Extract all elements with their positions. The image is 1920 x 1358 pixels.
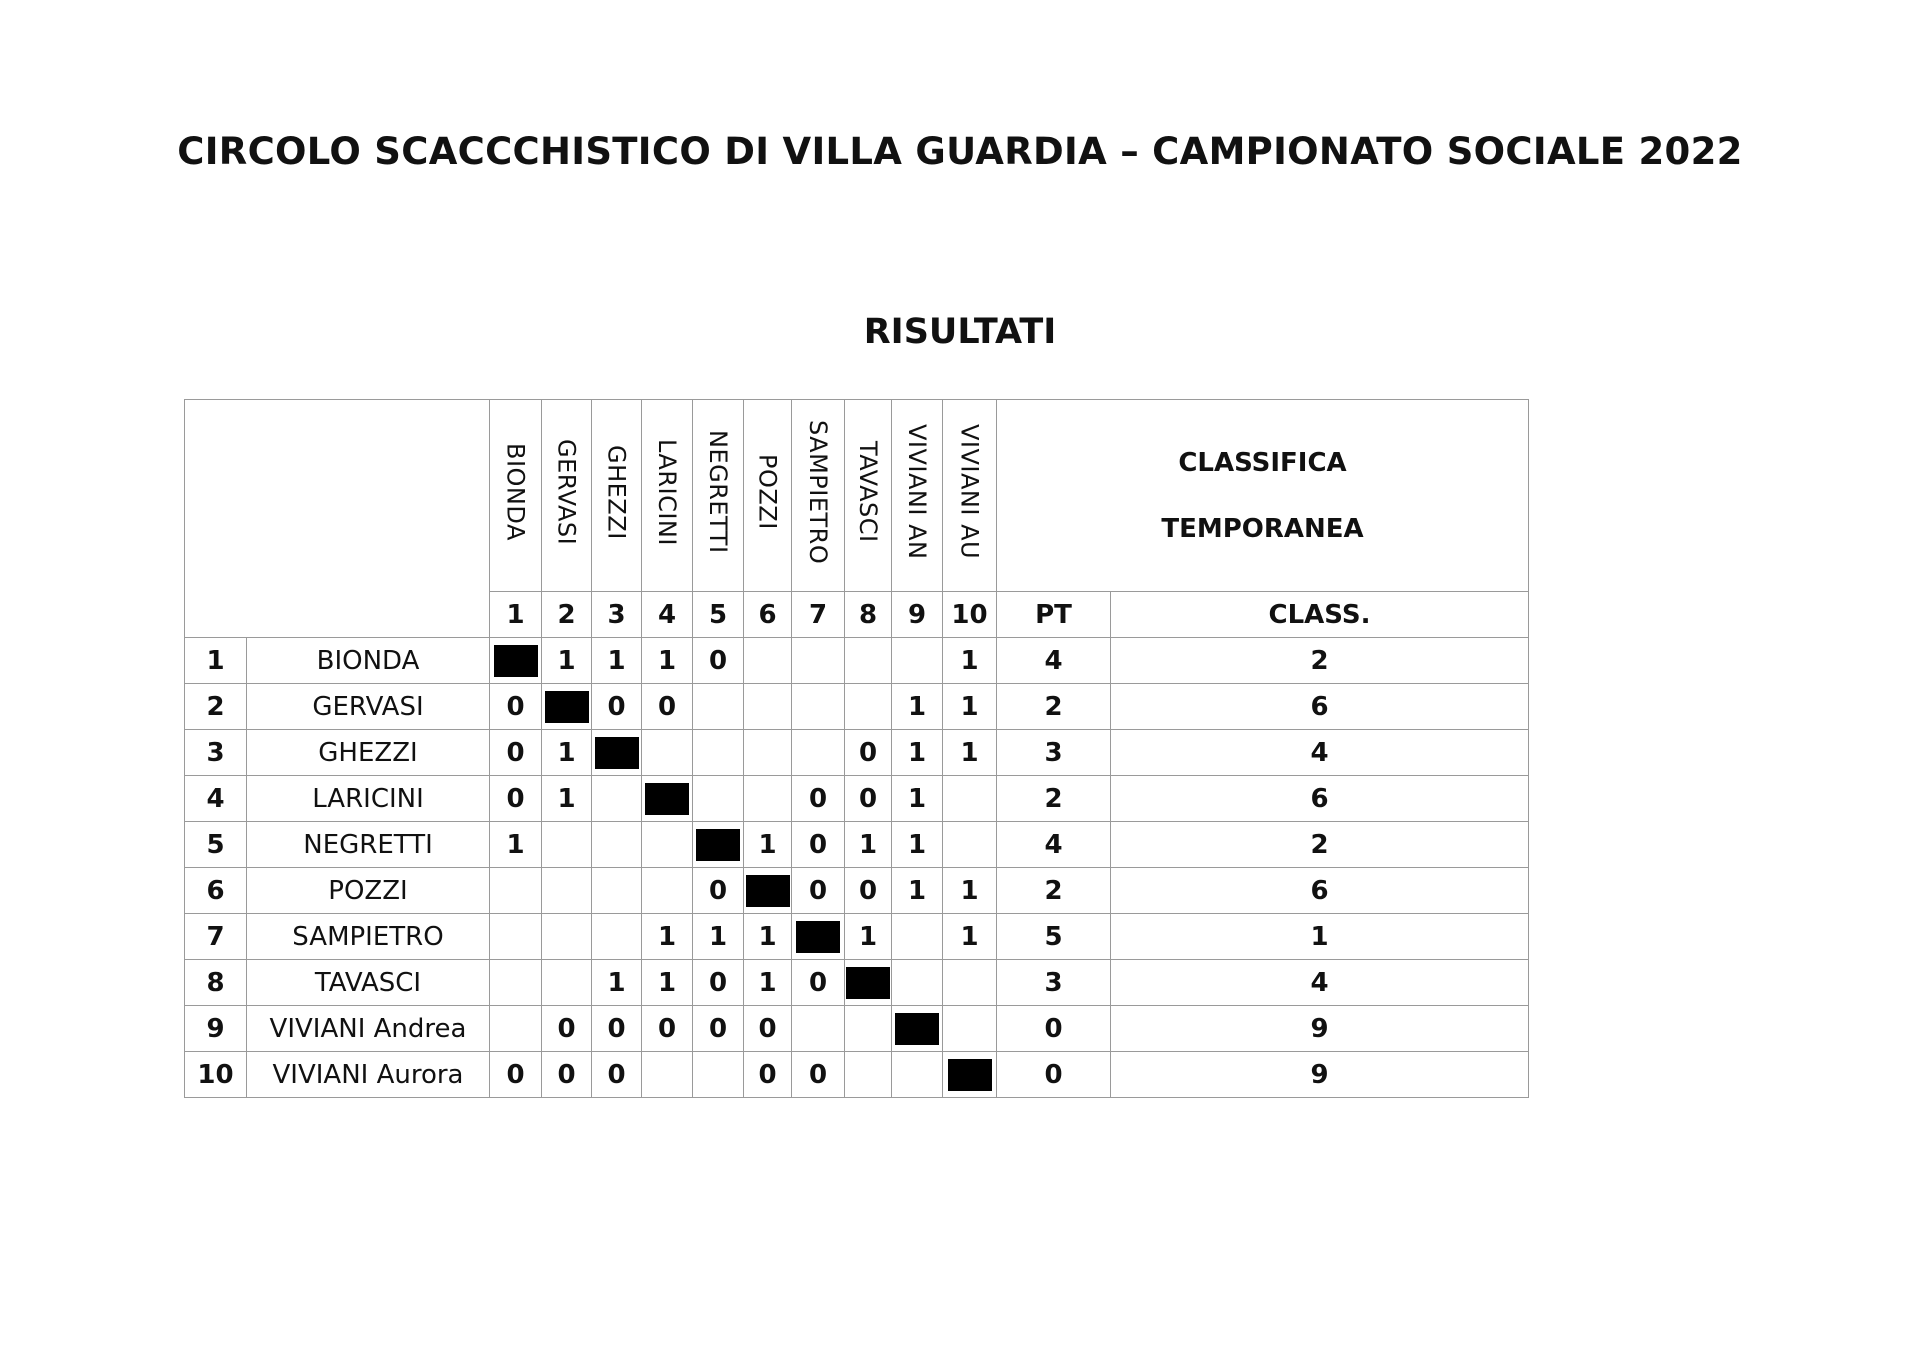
result-cell bbox=[845, 684, 892, 730]
col-number: 8 bbox=[845, 592, 892, 638]
result-cell bbox=[592, 868, 642, 914]
blocked-cell-marker bbox=[696, 829, 740, 861]
table-row bbox=[185, 822, 1529, 868]
result-cell bbox=[592, 822, 642, 868]
result-cell: 0 bbox=[792, 1052, 845, 1098]
result-cell bbox=[542, 960, 592, 1006]
result-cell: 1 bbox=[490, 822, 542, 868]
table-row bbox=[185, 914, 1529, 960]
result-cell: 1 bbox=[943, 684, 997, 730]
col-head-7 bbox=[792, 400, 845, 592]
result-cell: 1 bbox=[744, 822, 792, 868]
result-cell: 1 bbox=[642, 914, 693, 960]
classifica-line-2: TEMPORANEA bbox=[1161, 513, 1364, 544]
result-cell: 1 bbox=[892, 730, 943, 776]
blocked-cell-marker bbox=[595, 737, 639, 769]
player-name: TAVASCI bbox=[247, 960, 490, 1006]
result-cell: 1 bbox=[542, 638, 592, 684]
player-number: 10 bbox=[185, 1052, 247, 1098]
rank-cell: 4 bbox=[1111, 730, 1529, 776]
col-name: VIVIANI AN bbox=[903, 424, 931, 560]
result-cell: 0 bbox=[744, 1006, 792, 1052]
col-head-1 bbox=[490, 400, 542, 592]
result-cell: 0 bbox=[542, 1006, 592, 1052]
player-number: 4 bbox=[185, 776, 247, 822]
result-cell: 1 bbox=[892, 868, 943, 914]
result-cell: 1 bbox=[592, 960, 642, 1006]
blocked-cell-marker bbox=[746, 875, 790, 907]
col-number: 4 bbox=[642, 592, 693, 638]
col-head-9 bbox=[892, 400, 943, 592]
col-head-6 bbox=[744, 400, 792, 592]
player-name: POZZI bbox=[247, 868, 490, 914]
result-cell bbox=[845, 638, 892, 684]
self-cell bbox=[744, 868, 792, 914]
player-name: VIVIANI Andrea bbox=[247, 1006, 490, 1052]
result-cell bbox=[693, 776, 744, 822]
result-cell: 1 bbox=[943, 730, 997, 776]
points-cell: 4 bbox=[997, 822, 1111, 868]
result-cell bbox=[792, 684, 845, 730]
table-row bbox=[185, 868, 1529, 914]
player-number: 7 bbox=[185, 914, 247, 960]
player-number: 6 bbox=[185, 868, 247, 914]
result-cell bbox=[542, 868, 592, 914]
blocked-cell-marker bbox=[948, 1059, 992, 1091]
col-number: 9 bbox=[892, 592, 943, 638]
result-cell: 1 bbox=[892, 684, 943, 730]
player-name: GHEZZI bbox=[247, 730, 490, 776]
result-cell bbox=[943, 1006, 997, 1052]
result-cell: 0 bbox=[490, 1052, 542, 1098]
header-row-names bbox=[185, 400, 1529, 592]
result-cell bbox=[943, 822, 997, 868]
result-cell bbox=[792, 1006, 845, 1052]
result-cell: 0 bbox=[592, 1052, 642, 1098]
result-cell: 0 bbox=[592, 684, 642, 730]
col-number: 3 bbox=[592, 592, 642, 638]
player-rows bbox=[185, 638, 1529, 1098]
self-cell bbox=[542, 684, 592, 730]
result-cell bbox=[744, 684, 792, 730]
result-cell bbox=[744, 776, 792, 822]
result-cell bbox=[693, 1052, 744, 1098]
player-number: 1 bbox=[185, 638, 247, 684]
result-cell: 0 bbox=[744, 1052, 792, 1098]
result-cell: 0 bbox=[592, 1006, 642, 1052]
result-cell: 0 bbox=[693, 638, 744, 684]
rank-cell: 2 bbox=[1111, 638, 1529, 684]
result-cell bbox=[892, 960, 943, 1006]
rank-cell: 2 bbox=[1111, 822, 1529, 868]
points-cell: 3 bbox=[997, 730, 1111, 776]
result-cell bbox=[490, 960, 542, 1006]
result-cell: 1 bbox=[592, 638, 642, 684]
player-number: 9 bbox=[185, 1006, 247, 1052]
self-cell bbox=[845, 960, 892, 1006]
col-head-2 bbox=[542, 400, 592, 592]
rank-cell: 4 bbox=[1111, 960, 1529, 1006]
table-row bbox=[185, 730, 1529, 776]
col-name: TAVASCI bbox=[854, 441, 882, 543]
classifica-line-1: CLASSIFICA bbox=[1178, 447, 1347, 478]
result-cell: 0 bbox=[693, 1006, 744, 1052]
result-cell: 0 bbox=[693, 960, 744, 1006]
result-cell: 0 bbox=[642, 684, 693, 730]
blocked-cell-marker bbox=[545, 691, 589, 723]
table-row bbox=[185, 776, 1529, 822]
result-cell: 0 bbox=[792, 868, 845, 914]
rank-cell: 9 bbox=[1111, 1052, 1529, 1098]
col-number: 6 bbox=[744, 592, 792, 638]
result-cell: 0 bbox=[490, 730, 542, 776]
results-table bbox=[184, 399, 1529, 1098]
col-head-5 bbox=[693, 400, 744, 592]
col-name: SAMPIETRO bbox=[804, 419, 832, 565]
points-cell: 2 bbox=[997, 776, 1111, 822]
col-number: 5 bbox=[693, 592, 744, 638]
col-name: VIVIANI AU bbox=[955, 424, 984, 560]
player-number: 8 bbox=[185, 960, 247, 1006]
result-cell: 1 bbox=[845, 822, 892, 868]
result-cell bbox=[943, 960, 997, 1006]
class-header: CLASS. bbox=[1111, 592, 1529, 638]
result-cell: 0 bbox=[845, 776, 892, 822]
pt-header: PT bbox=[997, 592, 1111, 638]
result-cell: 1 bbox=[943, 868, 997, 914]
result-cell bbox=[845, 1052, 892, 1098]
player-name: BIONDA bbox=[247, 638, 490, 684]
result-cell: 0 bbox=[792, 776, 845, 822]
result-cell: 1 bbox=[744, 960, 792, 1006]
self-cell bbox=[693, 822, 744, 868]
rank-cell: 9 bbox=[1111, 1006, 1529, 1052]
result-cell: 0 bbox=[642, 1006, 693, 1052]
rank-cell: 6 bbox=[1111, 868, 1529, 914]
col-name: POZZI bbox=[753, 454, 782, 530]
section-title: RISULTATI bbox=[863, 312, 1057, 352]
result-cell bbox=[792, 638, 845, 684]
result-cell: 0 bbox=[693, 868, 744, 914]
result-cell: 0 bbox=[845, 730, 892, 776]
result-cell: 0 bbox=[845, 868, 892, 914]
points-cell: 0 bbox=[997, 1006, 1111, 1052]
result-cell bbox=[943, 776, 997, 822]
result-cell bbox=[693, 730, 744, 776]
blocked-cell-marker bbox=[796, 921, 840, 953]
result-cell bbox=[490, 914, 542, 960]
result-cell bbox=[490, 868, 542, 914]
blocked-cell-marker bbox=[494, 645, 538, 677]
table-row bbox=[185, 960, 1529, 1006]
corner-cell bbox=[185, 400, 490, 638]
result-cell bbox=[542, 822, 592, 868]
result-cell bbox=[892, 1052, 943, 1098]
table-row bbox=[185, 1052, 1529, 1098]
blocked-cell-marker bbox=[895, 1013, 939, 1045]
self-cell bbox=[642, 776, 693, 822]
result-cell: 0 bbox=[542, 1052, 592, 1098]
col-number: 7 bbox=[792, 592, 845, 638]
points-cell: 2 bbox=[997, 684, 1111, 730]
col-number: 10 bbox=[943, 592, 997, 638]
player-number: 2 bbox=[185, 684, 247, 730]
col-head-8 bbox=[845, 400, 892, 592]
result-cell bbox=[642, 868, 693, 914]
result-cell: 0 bbox=[490, 776, 542, 822]
points-cell: 3 bbox=[997, 960, 1111, 1006]
player-number: 3 bbox=[185, 730, 247, 776]
points-cell: 2 bbox=[997, 868, 1111, 914]
player-name: NEGRETTI bbox=[247, 822, 490, 868]
self-cell bbox=[792, 914, 845, 960]
col-head-10 bbox=[943, 400, 997, 592]
col-name: GHEZZI bbox=[602, 444, 631, 540]
result-cell bbox=[744, 730, 792, 776]
result-cell bbox=[892, 914, 943, 960]
result-cell: 1 bbox=[693, 914, 744, 960]
col-name: LARICINI bbox=[653, 438, 681, 546]
classifica-header bbox=[997, 400, 1529, 592]
result-cell bbox=[592, 914, 642, 960]
result-cell bbox=[744, 638, 792, 684]
result-cell: 0 bbox=[792, 822, 845, 868]
result-cell bbox=[642, 822, 693, 868]
col-head-4 bbox=[642, 400, 693, 592]
col-number: 1 bbox=[490, 592, 542, 638]
table-row bbox=[185, 638, 1529, 684]
player-name: LARICINI bbox=[247, 776, 490, 822]
player-name: GERVASI bbox=[247, 684, 490, 730]
result-cell bbox=[490, 1006, 542, 1052]
self-cell bbox=[592, 730, 642, 776]
rank-cell: 6 bbox=[1111, 684, 1529, 730]
col-name: BIONDA bbox=[501, 443, 530, 541]
result-cell: 1 bbox=[542, 730, 592, 776]
result-cell bbox=[892, 638, 943, 684]
self-cell bbox=[490, 638, 542, 684]
result-cell bbox=[592, 776, 642, 822]
rank-cell: 6 bbox=[1111, 776, 1529, 822]
blocked-cell-marker bbox=[645, 783, 689, 815]
self-cell bbox=[943, 1052, 997, 1098]
result-cell: 1 bbox=[943, 914, 997, 960]
self-cell bbox=[892, 1006, 943, 1052]
result-cell bbox=[693, 684, 744, 730]
result-cell: 0 bbox=[792, 960, 845, 1006]
player-number: 5 bbox=[185, 822, 247, 868]
col-number: 2 bbox=[542, 592, 592, 638]
result-cell: 1 bbox=[943, 638, 997, 684]
result-cell bbox=[792, 730, 845, 776]
points-cell: 5 bbox=[997, 914, 1111, 960]
col-name: GERVASI bbox=[552, 438, 581, 546]
page-title: CIRCOLO SCACCCHISTICO DI VILLA GUARDIA – CAMPIONATO SOCIALE 2022 bbox=[177, 130, 1743, 173]
result-cell: 1 bbox=[892, 822, 943, 868]
col-name: NEGRETTI bbox=[704, 430, 732, 554]
table-row bbox=[185, 1006, 1529, 1052]
col-head-3 bbox=[592, 400, 642, 592]
result-cell: 1 bbox=[542, 776, 592, 822]
points-cell: 0 bbox=[997, 1052, 1111, 1098]
points-cell: 4 bbox=[997, 638, 1111, 684]
player-name: VIVIANI Aurora bbox=[247, 1052, 490, 1098]
result-cell bbox=[642, 1052, 693, 1098]
table-row bbox=[185, 684, 1529, 730]
blocked-cell-marker bbox=[846, 967, 890, 999]
result-cell: 1 bbox=[642, 638, 693, 684]
result-cell: 1 bbox=[744, 914, 792, 960]
rank-cell: 1 bbox=[1111, 914, 1529, 960]
result-cell: 1 bbox=[642, 960, 693, 1006]
result-cell bbox=[845, 1006, 892, 1052]
result-cell bbox=[642, 730, 693, 776]
result-cell: 0 bbox=[490, 684, 542, 730]
result-cell: 1 bbox=[892, 776, 943, 822]
result-cell bbox=[542, 914, 592, 960]
result-cell: 1 bbox=[845, 914, 892, 960]
player-name: SAMPIETRO bbox=[247, 914, 490, 960]
